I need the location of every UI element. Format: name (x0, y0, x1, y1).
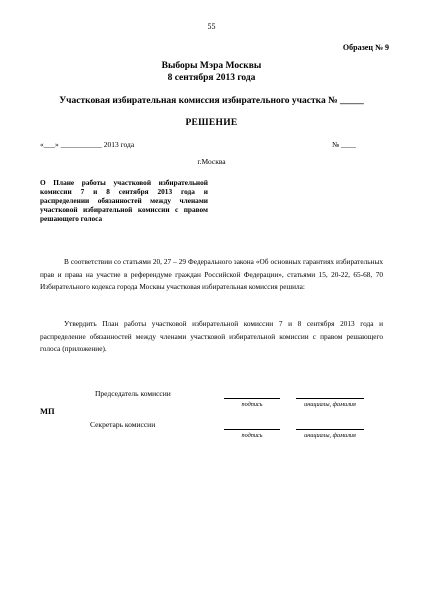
city: г.Москва (197, 157, 226, 166)
chairman-name-caption: инициалы, фамилия (304, 401, 356, 408)
decision-body: Утвердить План работы участковой избирательной комиссии 7 и 8 сентября 2013 года и распределение обязанностей между членами участковой избирательной комиссии с правом решающего голоса (приложение). (40, 319, 383, 353)
chairman-signature-caption: подпись (241, 401, 263, 408)
chairman-signature-line (224, 398, 280, 399)
secretary-signature-line (224, 429, 280, 430)
number-line: № ____ (332, 140, 357, 149)
secretary-label: Секретарь комиссии (90, 420, 156, 429)
secretary-name-caption: инициалы, фамилия (304, 432, 356, 439)
secretary-signature-caption: подпись (241, 432, 263, 439)
chairman-label: Председатель комиссии (95, 389, 171, 398)
page-number: 55 (207, 22, 216, 31)
commission-title: Участковая избирательная комиссия избирательного участка № _____ (59, 96, 364, 106)
secretary-name-line (296, 429, 364, 430)
decision-subject: О Плане работы участковой избирательной комиссии 7 и 8 сентября 2013 года и распределении обязанностей между членами участковой избирательной комиссии с правом решающего голоса (40, 178, 208, 224)
election-title: Выборы Мэра Москвы (161, 61, 262, 71)
chairman-name-line (296, 398, 364, 399)
election-date: 8 сентября 2013 года (167, 73, 256, 83)
date-line: «___» ___________ 2013 года (40, 140, 135, 149)
sample-label: Образец № 9 (342, 43, 389, 52)
decision-preamble: В соответствии со статьями 20, 27 – 29 Федерального закона «Об основных гарантиях избирательных прав и права на участие в референдуме граждан Российской Федерации», статьями 15, 20-22, 65-68, 70 Избирательного кодекса города Москвы участковая избирательная комиссия решила: (40, 257, 383, 291)
decision-title: РЕШЕНИЕ (185, 118, 238, 128)
seal-label: МП (40, 406, 55, 416)
